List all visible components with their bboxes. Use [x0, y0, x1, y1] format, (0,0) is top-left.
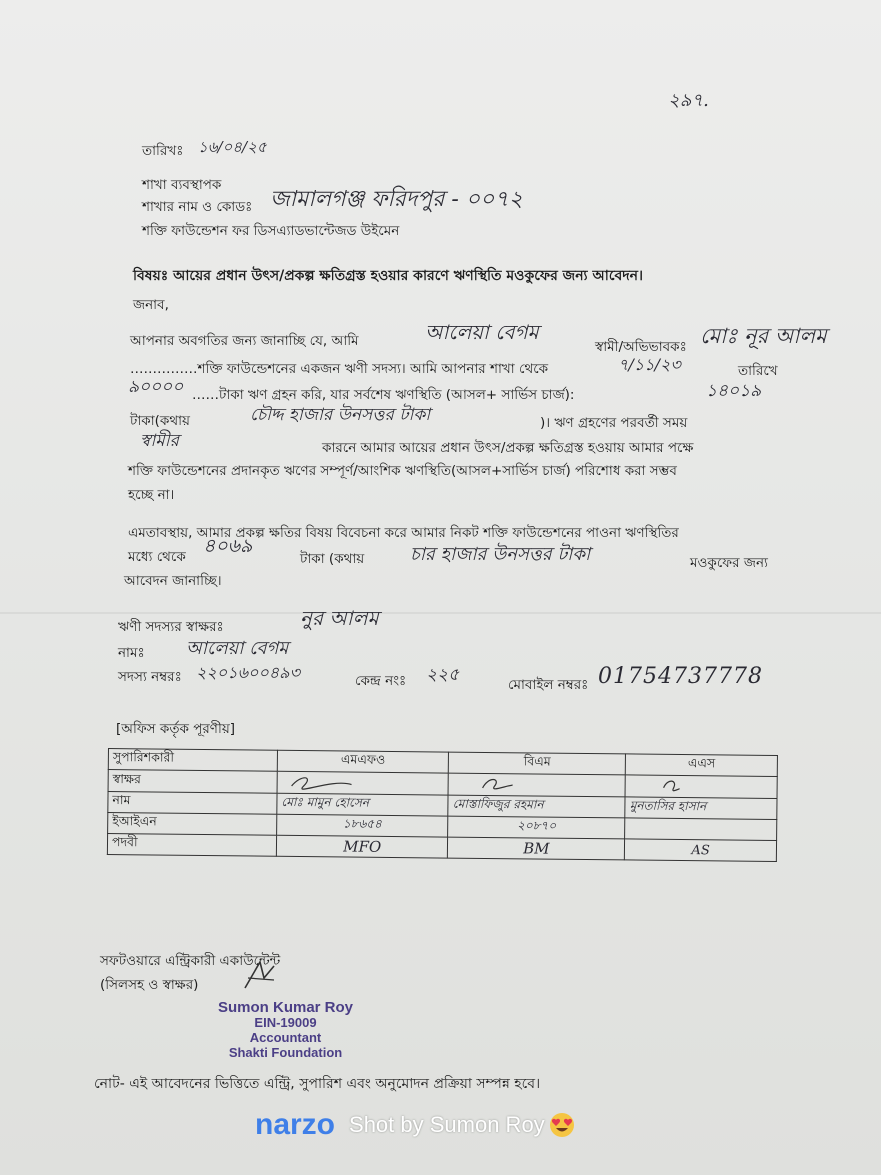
- office-table: [107, 748, 778, 862]
- date-value: ১৬/০৪/২৫: [198, 138, 267, 156]
- para2-line-3: আবেদন জানাচ্ছি।: [124, 573, 222, 589]
- center-number-label: কেন্দ্র নংঃ: [355, 673, 407, 689]
- reference-number: ২৯৭.: [668, 90, 709, 111]
- outstanding-balance: ১৪০১৯: [706, 381, 762, 401]
- signature-scribble-icon: [630, 775, 680, 794]
- row-label: পদবী: [107, 834, 276, 857]
- member-number: ২২০১৬০০৪৯৩: [196, 663, 300, 682]
- mfo-name: মোঃ মামুন হোসেন: [277, 793, 449, 816]
- mfo-designation: MFO: [276, 835, 448, 858]
- table-header-cell: বিএম: [449, 752, 626, 775]
- body-line-4: টাকা(কথায়: [130, 413, 190, 429]
- body-line-1: আপনার অবগতির জন্য জানাচ্ছি যে, আমি: [130, 333, 359, 349]
- mobile-number: 01754737778: [598, 664, 763, 689]
- org-line: শক্তি ফাউন্ডেশন ফর ডিসএ্যাডভান্টেজড উইমেন: [142, 223, 400, 239]
- body-line-6: শক্তি ফাউন্ডেশনের প্রদানকৃত ঋণের সম্পূর্ণ/আংশিক ঋণস্থিতি(আসল+সার্ভিস চার্জ) পরিশোধ করা সম্ভব: [128, 463, 677, 479]
- signature-scribble-icon: [282, 772, 352, 791]
- bm-signature: [448, 773, 625, 797]
- subject-line: বিষয়ঃ আয়ের প্রধান উৎস/প্রকল্প ক্ষতিগ্রস্ত হওয়ার কারণে ঋণস্থিতি মওকুফের জন্য আবেদন।: [133, 268, 643, 284]
- salutation: জনাব,: [133, 297, 169, 313]
- bm-designation: BM: [448, 837, 625, 860]
- date-label: তারিখঃ: [142, 143, 184, 159]
- bm-ein: ২০৮৭০: [448, 816, 625, 839]
- body-line-7: হচ্ছে না।: [128, 487, 175, 503]
- accountant-stamp: [218, 1000, 353, 1060]
- stamp-org: Shakti Foundation: [228, 1045, 343, 1060]
- watermark-text: Shot by Sumon Roy: [349, 1112, 545, 1137]
- loan-date: ৭/১১/২৩: [618, 355, 681, 374]
- row-label: স্বাক্ষর: [108, 770, 277, 794]
- branch-manager: শাখা ব্যবস্থাপক: [142, 177, 222, 193]
- applicant-name: আলেয়া বেগম: [425, 320, 539, 344]
- body-line-4-end: )। ঋণ গ্রহণের পরবর্তী সময়: [540, 415, 688, 431]
- stamp-name: Sumon Kumar Roy: [218, 999, 354, 1016]
- borrower-signature: নুর আলম: [300, 606, 379, 630]
- para2-taka: টাকা (কথায়: [300, 551, 365, 567]
- branch-name-label: শাখার নাম ও কোডঃ: [142, 199, 253, 215]
- mobile-label: মোবাইল নম্বরঃ: [508, 677, 589, 693]
- accountant-sub-label: (সিলসহ ও স্বাক্ষর): [100, 977, 199, 993]
- as-name: মুনতাসির হাসান: [625, 797, 777, 820]
- loan-amount: ৯০০০০: [128, 377, 184, 397]
- guardian-label: স্বামী/অভিভাবকঃ: [595, 339, 687, 355]
- office-use-note: [অফিস কর্তৃক পূরণীয়]: [116, 721, 236, 737]
- balance-in-words: চৌদ্দ হাজার উনসত্তর টাকা: [250, 405, 431, 425]
- body-line-2: ……………শক্তি ফাউন্ডেশনের একজন ঋণী সদস্য। আমি আপনার শাখা থেকে: [130, 361, 549, 377]
- borrower-name-label: নামঃ: [118, 645, 145, 661]
- branch-name-value: জামালগঞ্জ ফরিদপুর - ০০৭২: [270, 187, 523, 212]
- bm-name: মোস্তাফিজুর রহমান: [448, 795, 625, 818]
- accountant-label: সফটওয়ারে এন্ট্রিকারী একাউন্টেন্ট: [100, 953, 281, 969]
- body-line-2-end: তারিখে: [738, 363, 778, 379]
- camera-watermark: [255, 1108, 575, 1142]
- footer-note: নোট- এই আবেদনের ভিত্তিতে এন্ট্রি, সুপারিশ এবং অনুমোদন প্রক্রিয়া সম্পন্ন হবে।: [94, 1076, 541, 1092]
- waiver-in-words: চার হাজার উনসত্তর টাকা: [410, 544, 591, 565]
- body-line-3: ……টাকা ঋণ গ্রহন করি, যার সর্বশেষ ঋণস্থিতি (আসল+ সার্ভিস চার্জ):: [192, 387, 575, 403]
- borrower-name: আলেয়া বেগম: [186, 638, 289, 659]
- borrower-sign-label: ঋণী সদস্যর স্বাক্ষরঃ: [118, 619, 224, 635]
- as-signature: [625, 775, 777, 799]
- table-header-cell: এএস: [626, 754, 778, 777]
- center-number: ২২৫: [426, 665, 460, 685]
- signature-scribble-icon: [453, 774, 513, 793]
- stamp-ein: EIN-19009: [254, 1015, 317, 1030]
- heart-eyes-emoji-icon: [549, 1112, 575, 1138]
- para2-line-2-end: মওকুফের জন্য: [690, 555, 768, 571]
- table-header-cell: সুপারিশকারী: [108, 749, 277, 772]
- guardian-name: মোঃ নূর আলম: [700, 324, 827, 348]
- waiver-amount: ৪০৬৯: [203, 535, 253, 557]
- watermark-brand: narzo: [255, 1108, 336, 1141]
- body-line-5: কারনে আমার আয়ের প্রধান উৎস/প্রকল্প ক্ষতিগ্রস্ত হওয়ায় আমার পক্ষে: [322, 440, 694, 456]
- row-label: ইআইএন: [108, 813, 277, 836]
- as-designation: AS: [625, 839, 777, 862]
- paper-fold: [0, 612, 881, 614]
- member-number-label: সদস্য নম্বরঃ: [118, 669, 182, 685]
- para2-line-2: মধ্যে থেকে: [128, 549, 186, 565]
- accountant-signature-icon: [240, 958, 280, 994]
- para2-line-1: এমতাবস্থায়, আমার প্রকল্প ক্ষতির বিষয় বিবেচনা করে আমার নিকট শক্তি ফাউন্ডেশনের পাওনা ঋণস্থিতির: [128, 525, 679, 541]
- reason-value: স্বামীর: [140, 431, 179, 451]
- stamp-role: Accountant: [249, 1030, 322, 1045]
- mfo-ein: ১৮৬৫৪: [277, 814, 449, 837]
- row-label: নাম: [108, 792, 277, 815]
- mfo-signature: [277, 771, 449, 795]
- as-ein: [625, 818, 777, 841]
- table-header-cell: এমএফও: [277, 750, 449, 773]
